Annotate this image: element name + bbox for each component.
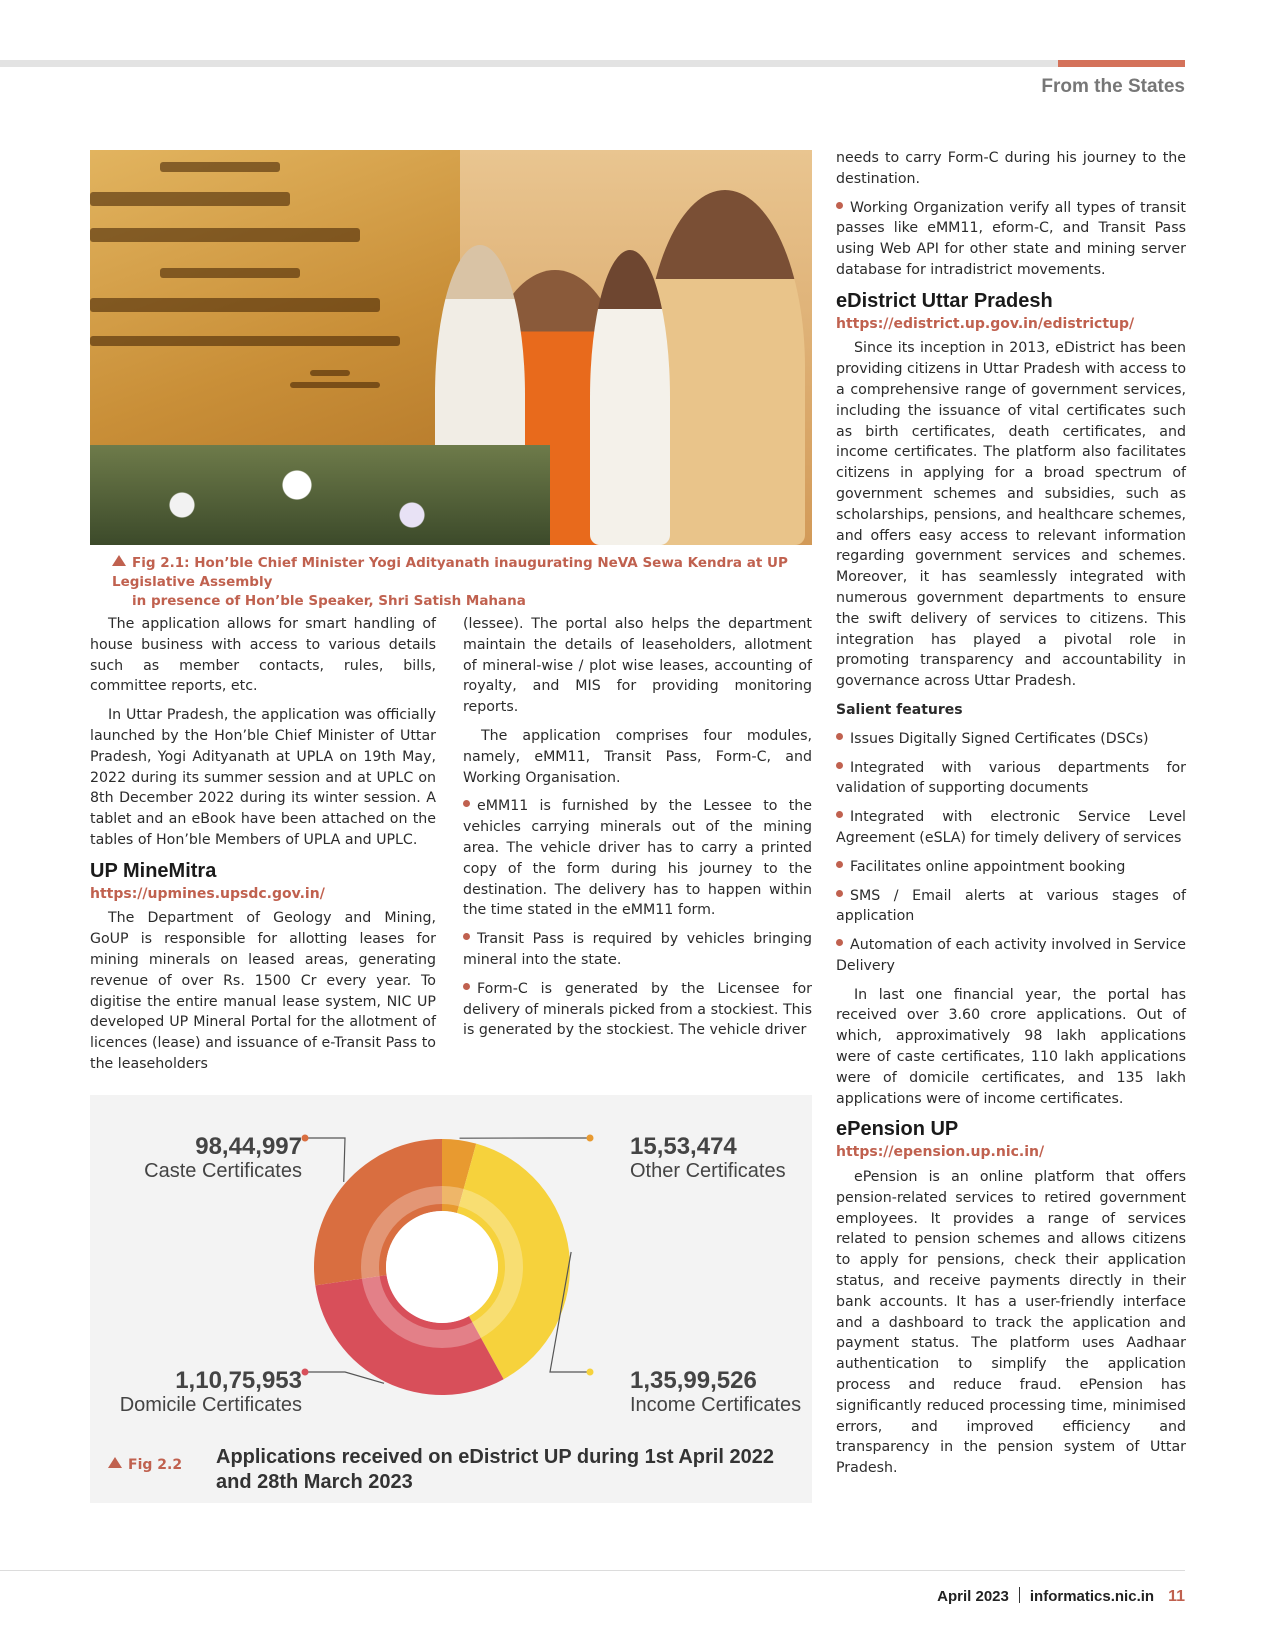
bullet-icon [463,800,470,807]
link-epension[interactable]: https://epension.up.nic.in/ [836,1144,1045,1161]
bullet-item: Working Organization verify all types of transit passes like eMM11, eform-C, and Transit Pass using Web API for other state and mining server database for intradistrict movements. [836,199,1186,278]
paragraph: The application allows for smart handling of house business with access to various details such as member contacts, rules, bills, committee reports, etc. [90,616,436,695]
footer-site[interactable]: informatics.nic.in [1029,1588,1155,1605]
value-income: 1,35,99,526 [630,1367,757,1394]
value-other: 15,53,474 [630,1133,737,1160]
column-3 [836,148,1186,1487]
paragraph: In Uttar Pradesh, the application was officially launched by the Hon’ble Chief Minister of Uttar Pradesh, Yogi Adityanath at UPLA on 19th May, 2022 during its summer session and at UPLC on 8th December 2022 during its winter session. A tablet and an eBook have been attached on the tables of Hon’ble Members of UPLA and UPLC. [90,707,436,848]
bullet-item: Form-C is generated by the Licensee for delivery of minerals picked from a stockiest. This is generated by the stockiest. The vehicle driver [463,980,812,1039]
label-income: Income Certificates [630,1394,802,1416]
heading-minemitra: UP MineMitra [90,859,217,882]
features-list [836,729,1186,977]
triangle-icon [112,555,126,566]
feature-item: Issues Digitally Signed Certificates (DSCs) [836,729,1186,750]
feature-item: Automation of each activity involved in Service Delivery [836,937,1186,974]
bullet-icon [836,861,843,868]
figure-label: Fig 2.2 [108,1457,182,1473]
paragraph: Since its inception in 2013, eDistrict has been providing citizens in Uttar Pradesh with access to a comprehensive range of government services, including the issuance of vital certificates such as birth certificates, death certificates, and income certificates. The platform also facilitates citizens in applying for a broad spectrum of government schemes and subsidies, such as scholarships, pensions, and healthcare schemes, and offers easy access to relevant information regarding government services and schemes. Moreover, it has seamlessly integrated with numerous government departments to ensure the swift delivery of services to citizens. This integration has played a pivotal role in promoting transparency and accountability in governance across Uttar Pradesh. [836,340,1186,690]
paragraph: needs to carry Form-C during his journey to the destination. [836,150,1186,187]
footer-rule [0,1570,1185,1571]
triangle-icon [108,1457,122,1468]
caption-label: Fig 2.1: [132,555,190,571]
page-number: 11 [1168,1588,1185,1605]
footer [937,1587,1185,1606]
label-caste: Caste Certificates [144,1160,302,1182]
feature-item: SMS / Email alerts at various stages of application [836,887,1186,925]
paragraph: The application comprises four modules, namely, eMM11, Transit Pass, Form-C, and Working Organisation. [463,727,812,786]
feature-item: Integrated with electronic Service Level Agreement (eSLA) for timely delivery of services [836,809,1186,846]
paragraph: The Department of Geology and Mining, GoUP is responsible for allotting leases for mining minerals on leased areas, generating revenue of over Rs. 1500 Cr every year. To digitise the entire manual lease system, NIC UP developed UP Mineral Portal for the allotment of licences (lease) and issuance of e-Transit Pass to the leaseholders [90,910,436,1072]
paragraph: ePension is an online platform that offers pension-related services to retired government employees. It provides a range of services related to pension schemes and allows citizens to apply for pensions, check their application status, and receive payments directly in their bank accounts. It has a user-friendly interface and a dashboard to track the application and payment status. The platform uses Aadhaar authentication to simplify the application process and reduce fraud. ePension has significantly reduced processing time, minimised errors, and improved efficiency and transparency in the pension system of Uttar Pradesh. [836,1169,1186,1477]
flowers-image [90,445,550,545]
feature-item: Facilitates online appointment booking [836,857,1186,878]
heading-epension: ePension UP [836,1118,959,1141]
salient-features-heading: Salient features [836,701,963,718]
paragraph: (lessee). The portal also helps the department maintain the details of leaseholders, allotment of mineral-wise / plot wise leases, accounting of royalty, and MIS for providing monitoring reports. [463,616,812,716]
bullet-icon [463,983,470,990]
figure-caption [112,554,832,611]
donut-chart-figure [90,1095,812,1503]
bullet-icon [836,939,843,946]
bullet-item: eMM11 is furnished by the Lessee to the vehicles carrying minerals out of the mining area. The vehicle driver has to carry a printed copy of the form during his journey to the destination. The delivery has to happen within the time stated in the eMM11 form. [463,798,812,919]
donut-hole [386,1211,498,1323]
paragraph: In last one financial year, the portal has received over 3.60 crore applications. Out of which, approximatively 98 lakh applications were of caste certificates, 110 lakh applications were of domicile certificates, and 135 lakh applications were of income certificates. [836,986,1186,1107]
plaque-image [90,150,460,480]
link-edistrict[interactable]: https://edistrict.up.gov.in/edistrictup/ [836,315,1135,332]
bullet-icon [463,933,470,940]
feature-item: Integrated with various departments for validation of supporting documents [836,759,1186,797]
section-label: From the States [1041,76,1185,97]
footer-date: April 2023 [937,1588,1009,1605]
bullet-icon [836,762,843,769]
heading-edistrict: eDistrict Uttar Pradesh [836,289,1053,312]
bullet-icon [836,890,843,897]
chart-title: Applications received on eDistrict UP during 1st April 2022 and 28th March 2023 [216,1446,774,1493]
label-other: Other Certificates [630,1160,786,1182]
leader-income-dot [587,1369,594,1376]
caption-line-2: in presence of Hon’ble Speaker, Shri Satish Mahana [132,593,526,609]
top-rule [0,60,1185,67]
leader-domicile-dot [302,1369,309,1376]
leader-caste-dot [302,1135,309,1142]
top-rule-accent [1058,60,1185,67]
leader-caste [305,1138,345,1182]
link-minemitra[interactable]: https://upmines.upsdc.gov.in/ [90,885,325,902]
column-1 [90,614,436,1083]
value-caste: 98,44,997 [195,1133,302,1160]
bullet-icon [836,202,843,209]
bullet-item: Transit Pass is required by vehicles bringing mineral into the state. [463,931,812,968]
column-2 [463,614,812,1049]
leader-other-dot [587,1135,594,1142]
bullet-icon [836,811,843,818]
caption-line-1: Hon’ble Chief Minister Yogi Adityanath inaugurating NeVA Sewa Kendra at UP Legislative Assembly [112,555,788,590]
inauguration-photo [90,150,812,545]
bullet-icon [836,733,843,740]
value-domicile: 1,10,75,953 [175,1367,302,1394]
label-domicile: Domicile Certificates [119,1394,302,1416]
